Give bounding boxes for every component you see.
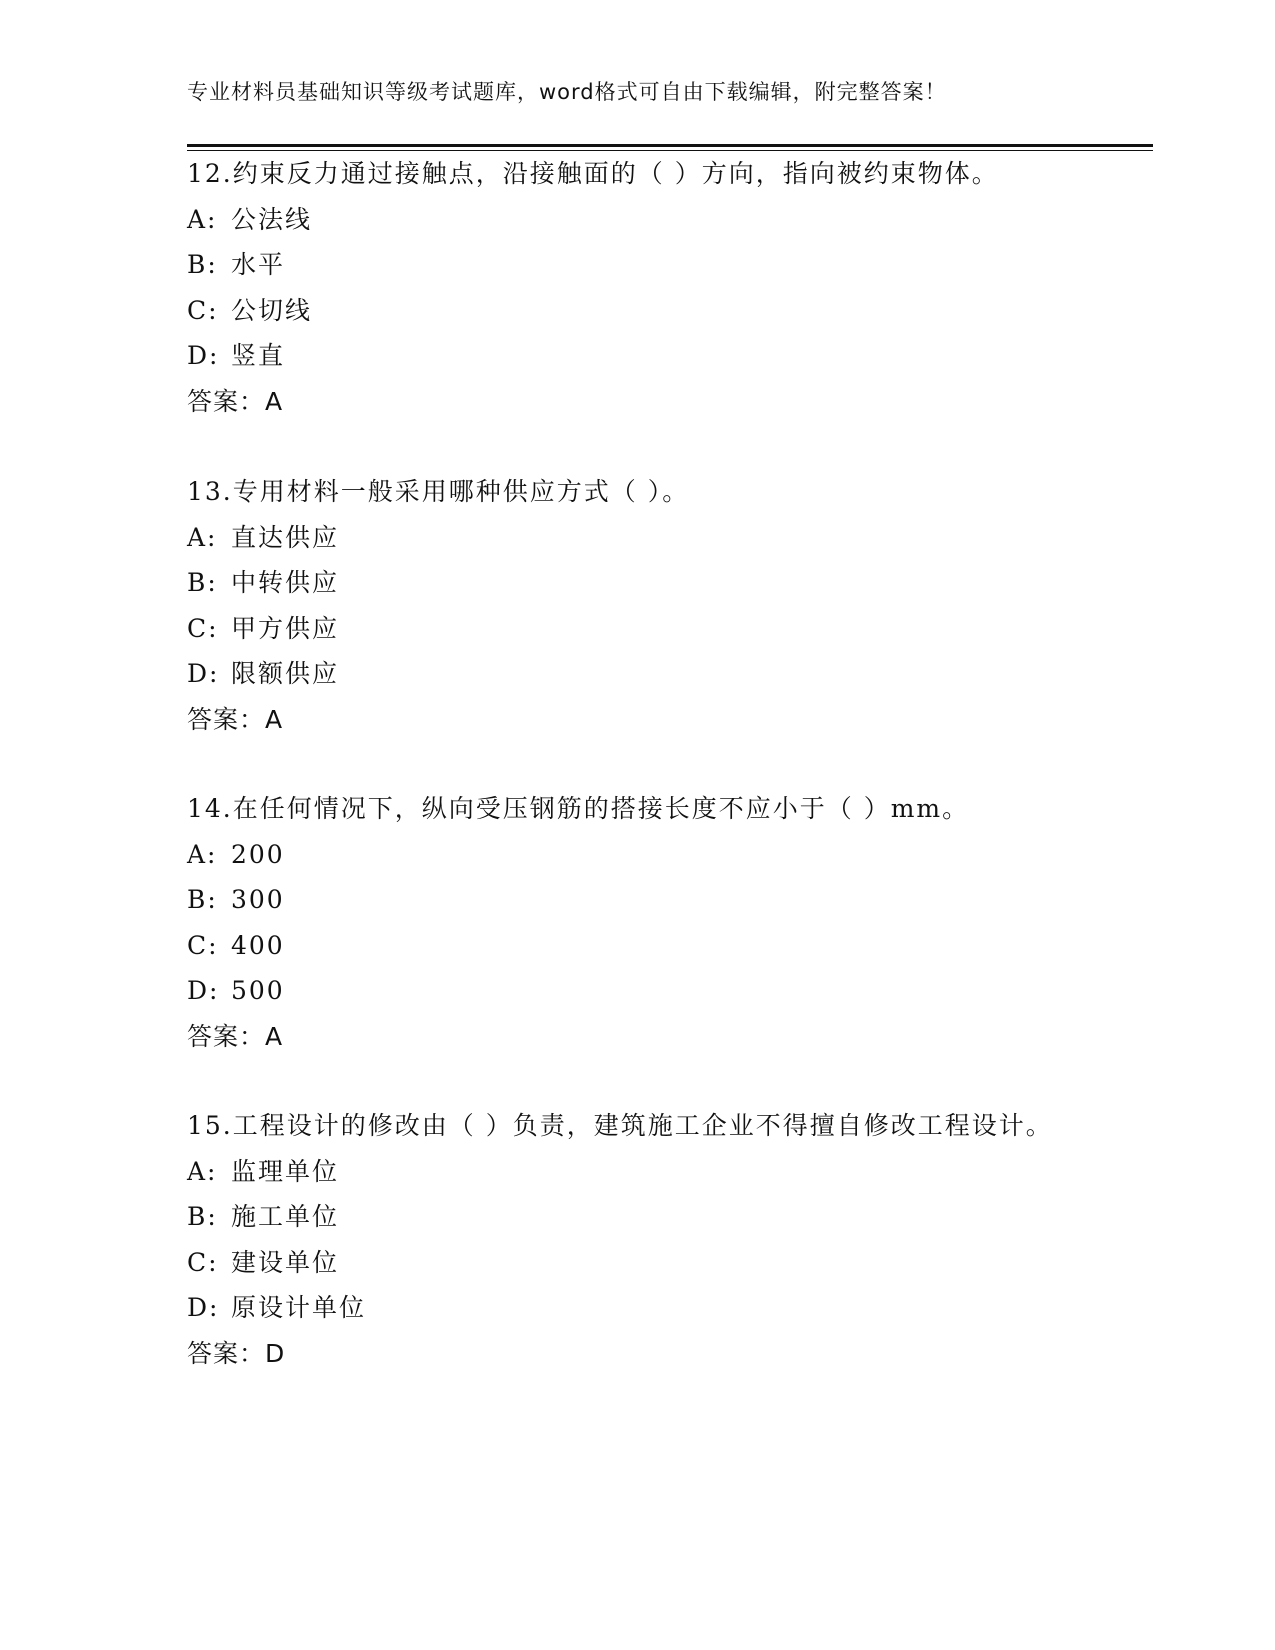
option-a bbox=[187, 1149, 1087, 1195]
option-text: 直达供应 bbox=[231, 522, 340, 552]
option-text: 公切线 bbox=[231, 295, 313, 325]
option-text: 公法线 bbox=[231, 204, 313, 234]
option-text: 竖直 bbox=[231, 341, 286, 370]
question-12 bbox=[187, 151, 1087, 424]
option-text: 500 bbox=[231, 976, 285, 1005]
answer-line: 答案：A bbox=[187, 386, 284, 416]
option-a bbox=[187, 832, 1087, 878]
question-stem: 14.在任何情况下，纵向受压钢筋的搭接长度不应小于（ ）mm。 bbox=[187, 794, 970, 823]
question-stem: 12.约束反力通过接触点，沿接触面的（ ）方向，指向被约束物体。 bbox=[187, 159, 999, 188]
option-key: B: bbox=[187, 1202, 218, 1231]
option-key: C: bbox=[187, 613, 219, 643]
option-d bbox=[187, 333, 1087, 379]
option-text: 施工单位 bbox=[231, 1202, 340, 1231]
option-a bbox=[187, 197, 1087, 243]
option-text: 建设单位 bbox=[231, 1247, 340, 1277]
header-rule-thick bbox=[187, 144, 1153, 147]
option-key: D: bbox=[187, 976, 220, 1005]
option-text: 限额供应 bbox=[231, 659, 340, 688]
option-key: D: bbox=[187, 659, 220, 688]
option-a bbox=[187, 515, 1087, 561]
option-text: 400 bbox=[231, 930, 285, 960]
option-text: 中转供应 bbox=[231, 568, 340, 597]
option-key: C: bbox=[187, 930, 219, 960]
option-c bbox=[187, 923, 1087, 969]
option-d bbox=[187, 651, 1087, 697]
option-d bbox=[187, 1285, 1087, 1331]
option-key: B: bbox=[187, 568, 218, 597]
document-header-title: 专业材料员基础知识等级考试题库，word格式可自由下载编辑，附完整答案！ bbox=[187, 80, 947, 104]
option-key: A: bbox=[187, 1156, 218, 1186]
option-d bbox=[187, 968, 1087, 1014]
option-b bbox=[187, 242, 1087, 288]
question-14 bbox=[187, 786, 1087, 1059]
option-text: 监理单位 bbox=[231, 1156, 340, 1186]
option-c bbox=[187, 288, 1087, 334]
option-key: B: bbox=[187, 250, 218, 279]
option-key: D: bbox=[187, 1293, 220, 1322]
option-b bbox=[187, 877, 1087, 923]
option-text: 原设计单位 bbox=[231, 1293, 367, 1322]
option-key: B: bbox=[187, 885, 218, 914]
option-key: A: bbox=[187, 204, 218, 234]
question-13 bbox=[187, 469, 1087, 742]
answer-line: 答案：A bbox=[187, 1021, 284, 1051]
option-text: 300 bbox=[231, 885, 285, 914]
option-text: 200 bbox=[231, 839, 285, 869]
option-c bbox=[187, 606, 1087, 652]
option-key: D: bbox=[187, 341, 220, 370]
option-b bbox=[187, 1194, 1087, 1240]
option-key: A: bbox=[187, 839, 218, 869]
option-c bbox=[187, 1240, 1087, 1286]
question-15 bbox=[187, 1103, 1087, 1376]
answer-line: 答案：A bbox=[187, 704, 284, 734]
option-key: A: bbox=[187, 522, 218, 552]
option-key: C: bbox=[187, 1247, 219, 1277]
option-key: C: bbox=[187, 295, 219, 325]
question-stem: 15.工程设计的修改由（ ）负责，建筑施工企业不得擅自修改工程设计。 bbox=[187, 1111, 1053, 1140]
option-text: 甲方供应 bbox=[231, 613, 340, 643]
option-b bbox=[187, 560, 1087, 606]
option-text: 水平 bbox=[231, 250, 286, 279]
answer-line: 答案：D bbox=[187, 1338, 286, 1368]
question-stem: 13.专用材料一般采用哪种供应方式（ ）。 bbox=[187, 477, 690, 506]
